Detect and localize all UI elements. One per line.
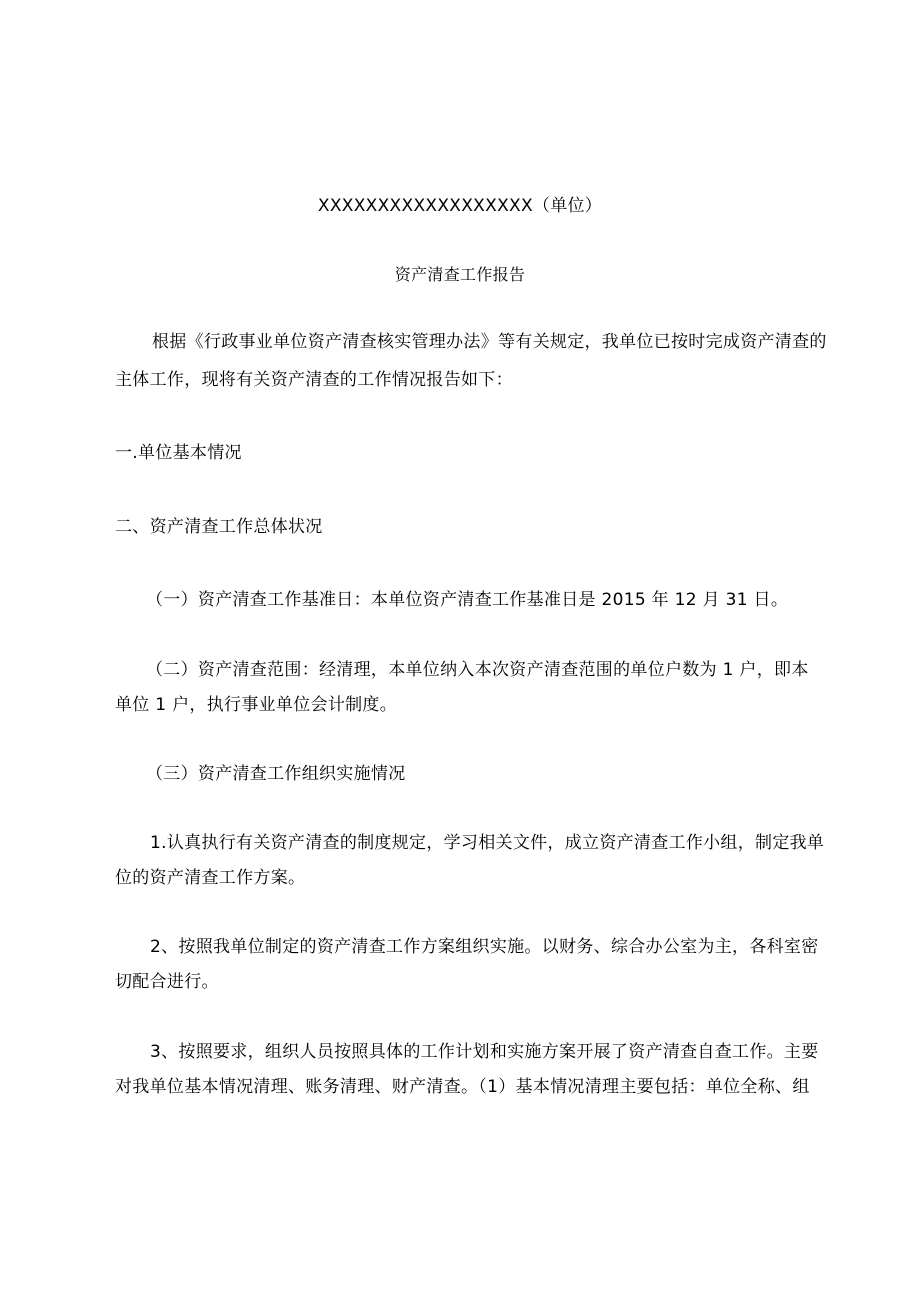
point2-line-1: 2、按照我单位制定的资产清查工作方案组织实施。以财务、综合办公室为主，各科室密 — [150, 937, 819, 957]
intro-line-1: 根据《行政事业单位资产清查核实管理办法》等有关规定，我单位已按时完成资产清查的 — [152, 332, 827, 352]
point1-line-1: 1.认真执行有关资产清查的制度规定，学习相关文件，成立资产清查工作小组，制定我单 — [150, 833, 825, 853]
section2-heading: 二、资产清查工作总体状况 — [115, 517, 323, 537]
intro-line-2: 主体工作，现将有关资产清查的工作情况报告如下： — [115, 370, 513, 390]
point1-line-2: 位的资产清查工作方案。 — [115, 868, 306, 888]
point2-line-2: 切配合进行。 — [115, 972, 219, 992]
report-title: 资产清查工作报告 — [394, 265, 526, 284]
item2-line-1: （二）资产清查范围：经清理，本单位纳入本次资产清查范围的单位户数为 1 户，即本 — [146, 660, 809, 680]
item3-heading: （三）资产清查工作组织实施情况 — [146, 764, 406, 784]
section1-heading: 一.单位基本情况 — [115, 443, 242, 463]
point3-line-1: 3、按照要求，组织人员按照具体的工作计划和实施方案开展了资产清查自查工作。主要 — [150, 1042, 819, 1062]
item2-line-2: 单位 1 户，执行事业单位会计制度。 — [115, 695, 398, 715]
item1-text: （一）资产清查工作基准日：本单位资产清查工作基准日是 2015 年 12 月 31 日。 — [146, 590, 789, 610]
point3-line-2: 对我单位基本情况清理、账务清理、财产清查。（1）基本情况清理主要包括：单位全称、组 — [115, 1077, 810, 1097]
unit-title: XXXXXXXXXXXXXXXXXX（单位） — [317, 196, 603, 216]
